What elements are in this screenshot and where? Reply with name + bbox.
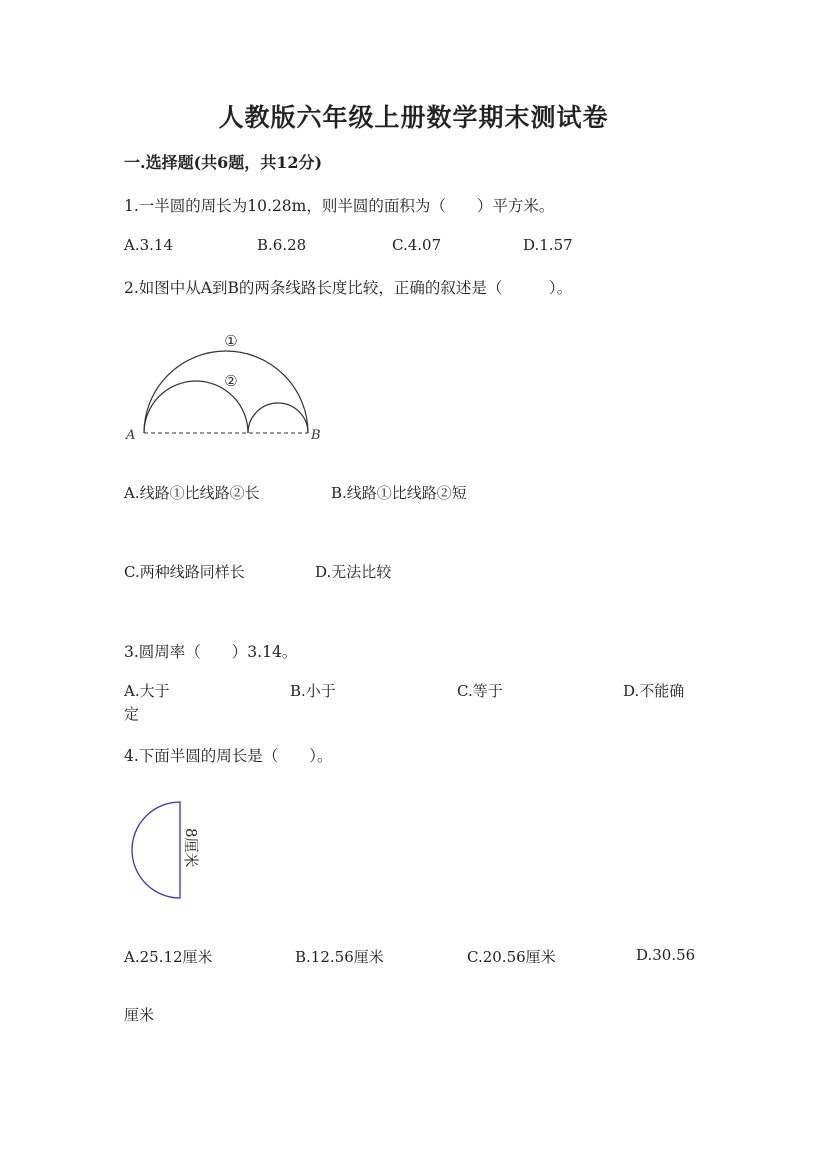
question-4-option-a[interactable]: A.25.12厘米 [124, 948, 213, 966]
question-1-option-c[interactable]: C.4.07 [392, 236, 442, 254]
question-3-option-c[interactable]: C.等于 [457, 682, 503, 700]
point-a-label: A [126, 428, 136, 443]
question-3-option-a[interactable]: A.大于 [124, 682, 170, 700]
question-4-stem: 4.下面半圆的周长是（ ）。 [124, 747, 333, 765]
question-1-option-a[interactable]: A.3.14 [124, 236, 173, 254]
point-b-label: B [311, 428, 321, 443]
section-heading: 一.选择题(共6题，共12分) [124, 153, 323, 172]
question-3-option-d[interactable]: D.不能确 [623, 682, 685, 700]
diameter-label: 8厘米 [182, 828, 200, 868]
route-1-label: ① [224, 332, 238, 350]
question-3-option-d-continued: 定 [124, 705, 140, 723]
route-1-arc [144, 351, 308, 433]
question-2-option-b[interactable]: B.线路①比线路②短 [331, 484, 467, 502]
page-title: 人教版六年级上册数学期末测试卷 [218, 103, 609, 132]
question-2-stem: 2.如图中从A到B的两条线路长度比较，正确的叙述是（ ）。 [124, 279, 573, 297]
question-2-option-d[interactable]: D.无法比较 [315, 563, 392, 581]
question-1-option-b[interactable]: B.6.28 [257, 236, 307, 254]
question-1-option-d[interactable]: D.1.57 [523, 236, 573, 254]
question-3-option-b[interactable]: B.小于 [290, 682, 336, 700]
route-2-label: ② [224, 372, 238, 390]
route-2-arc-small [248, 403, 308, 433]
question-2-option-c[interactable]: C.两种线路同样长 [124, 563, 245, 581]
question-2-figure [120, 325, 330, 450]
question-4-option-c[interactable]: C.20.56厘米 [467, 948, 556, 966]
semicircle-shape [132, 802, 180, 898]
question-3-stem: 3.圆周率（ ）3.14。 [124, 643, 298, 661]
question-4-figure [124, 796, 214, 906]
question-2-option-a[interactable]: A.线路①比线路②长 [124, 484, 260, 502]
question-4-option-b[interactable]: B.12.56厘米 [295, 948, 384, 966]
question-1-stem: 1.一半圆的周长为10.28m，则半圆的面积为（ ）平方米。 [124, 197, 555, 215]
question-4-option-d[interactable]: D.30.56 [636, 946, 696, 964]
question-4-option-d-continued: 厘米 [124, 1006, 155, 1024]
